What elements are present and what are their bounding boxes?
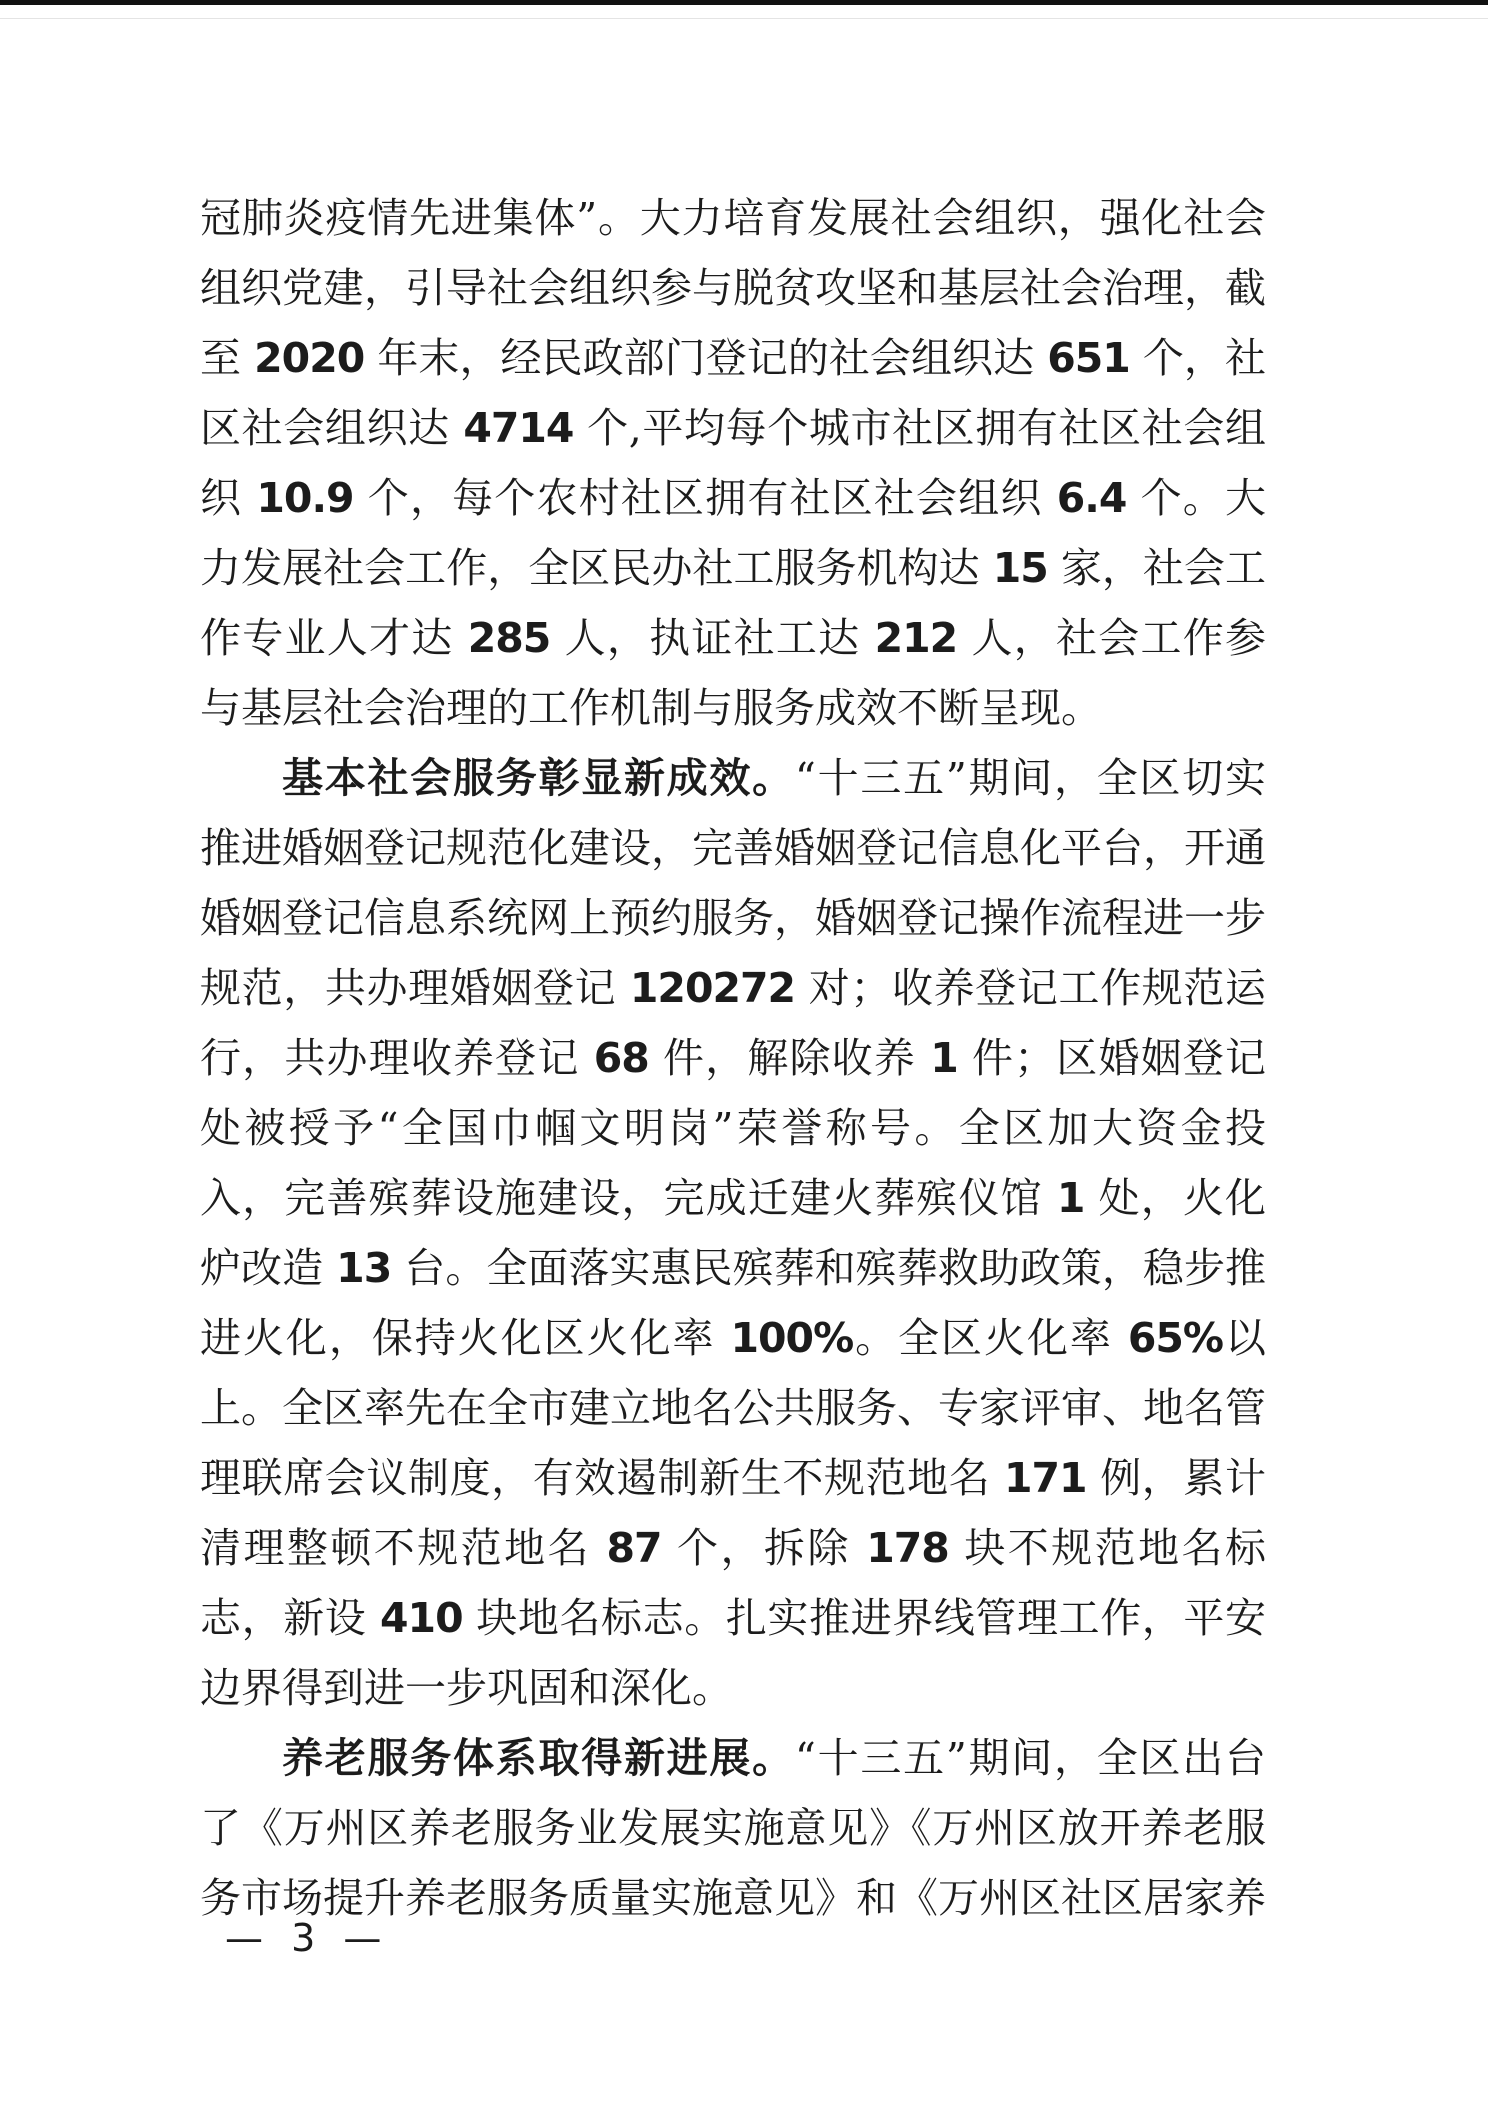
paragraph-text: “十三五”期间，全区切实推进婚姻登记规范化建设，完善婚姻登记信息化平台，开通婚姻登记信息系统网上预约服务，婚姻登记操作流程进一步规范，共办理婚姻登记 120272 对；收养登记工作规范运行，共办理收养登记 68 件，解除收养 1 件；区婚姻登记处被授予“全国巾帼文明岗”荣誉称号。全区加大资金投入，完善殡葬设施建设，完成迁建火葬殡仪馆 1 处，火化炉改造 13 台。全面落实惠民殡葬和殡葬救助政策，稳步推进火化，保持火化区火化率 100%。全区火化率 65%以上。全区率先在全市建立地名公共服务、专家评审、地名管理联席会议制度，有效遏制新生不规范地名 171 例，累计清理整顿不规范地名 87 个，拆除 178 块不规范地名标志，新设 410 块地名标志。扎实推进界线管理工作，平安边界得到进一步巩固和深化。 — [200, 754, 1267, 1712]
page-number: — 3 — — [225, 1916, 390, 1960]
paragraph-social-organizations — [200, 183, 1266, 743]
paragraph-elderly-care — [200, 1723, 1266, 1933]
paragraph-text: 冠肺炎疫情先进集体”。大力培育发展社会组织，强化社会组织党建，引导社会组织参与脱贫攻坚和基层社会治理，截至 2020 年末，经民政部门登记的社会组织达 651 个，社区社会组织达 4714 个,平均每个城市社区拥有社区社会组织 10.9 个，每个农村社区拥有社区社会组织 6.4 个。大力发展社会工作，全区民办社工服务机构达 15 家，社会工作专业人才达 285 人，执证社工达 212 人，社会工作参与基层社会治理的工作机制与服务成效不断呈现。 — [200, 194, 1266, 732]
paragraph-basic-social-services — [200, 743, 1266, 1723]
scan-edge-artifact — [0, 0, 1488, 5]
document-body — [200, 183, 1266, 1933]
scan-hairline-artifact — [0, 18, 1488, 19]
paragraph-lead: 养老服务体系取得新进展。 — [282, 1734, 795, 1782]
paragraph-text: “十三五”期间，全区出台了《万州区养老服务业发展实施意见》《万州区放开养老服务市场提升养老服务质量实施意见》和《万州区社区居家养 — [200, 1734, 1267, 1922]
paragraph-lead: 基本社会服务彰显新成效。 — [282, 754, 795, 802]
